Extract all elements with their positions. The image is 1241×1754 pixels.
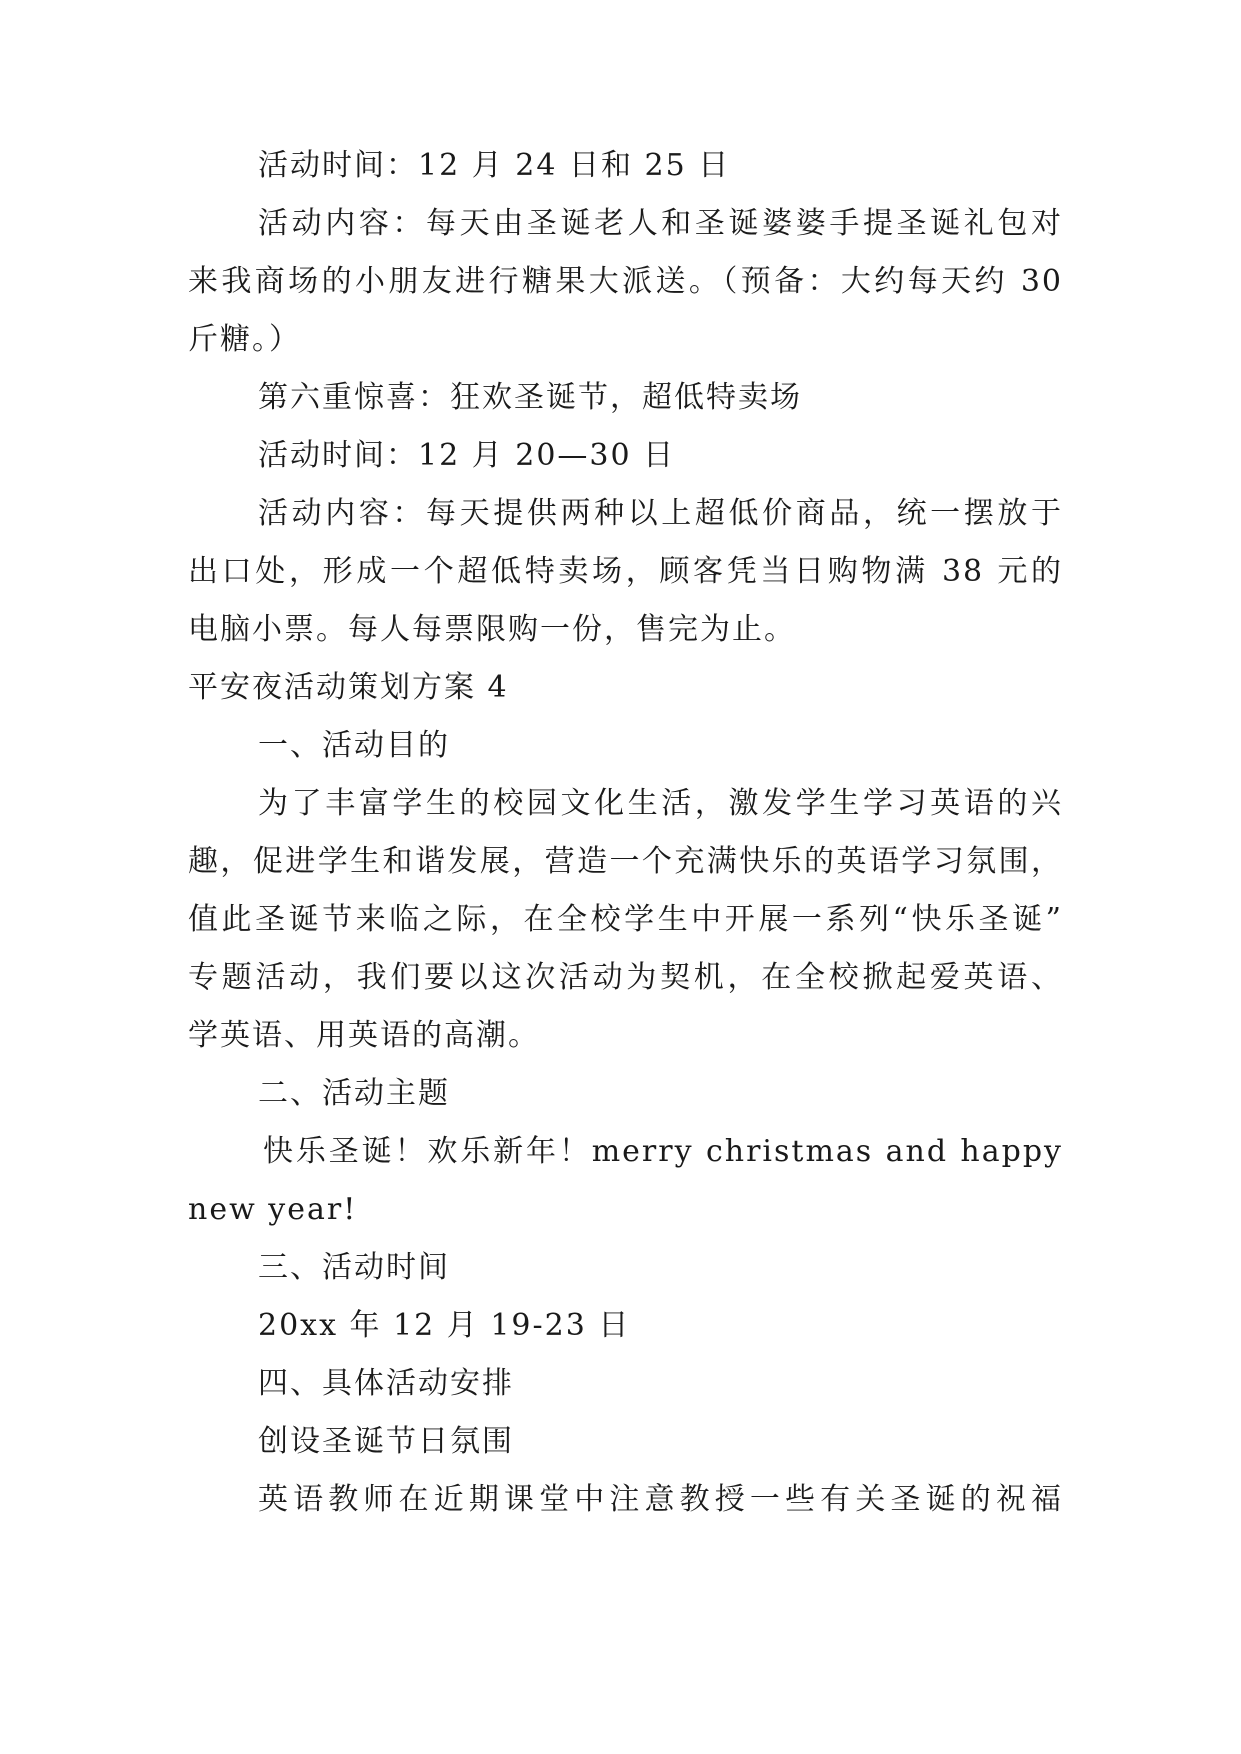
date-line: 20xx 年 12 月 19-23 日: [258, 1308, 631, 1343]
paragraph-line: 英语教师在近期课堂中注意教授一些有关圣诞的祝福: [258, 1482, 1063, 1517]
paragraph-line: 学英语、用英语的高潮。: [188, 1018, 540, 1053]
section-heading: 三、活动时间: [258, 1250, 450, 1285]
subheading: 创设圣诞节日氛围: [258, 1424, 514, 1459]
paragraph-line: 为了丰富学生的校园文化生活，激发学生学习英语的兴: [258, 786, 1063, 821]
activity-time-line: 活动时间：12 月 24 日和 25 日: [258, 148, 731, 183]
paragraph-line: 来我商场的小朋友进行糖果大派送。（预备：大约每天约 30: [188, 264, 1063, 299]
paragraph-line: 值此圣诞节来临之际，在全校学生中开展一系列“快乐圣诞”: [188, 902, 1063, 937]
document-title: 平安夜活动策划方案 4: [188, 670, 509, 705]
section-heading: 四、具体活动安排: [258, 1366, 514, 1401]
theme-line: new year!: [188, 1192, 358, 1227]
activity-time-line: 活动时间：12 月 20—30 日: [258, 438, 676, 473]
section-heading: 一、活动目的: [258, 728, 450, 763]
paragraph-line: 斤糖。）: [188, 322, 301, 357]
section-heading: 第六重惊喜：狂欢圣诞节，超低特卖场: [258, 380, 802, 415]
section-heading: 二、活动主题: [258, 1076, 450, 1111]
paragraph-line: 专题活动，我们要以这次活动为契机，在全校掀起爱英语、: [188, 960, 1063, 995]
paragraph-line: 出口处，形成一个超低特卖场，顾客凭当日购物满 38 元的: [188, 554, 1063, 589]
paragraph-line: 趣，促进学生和谐发展，营造一个充满快乐的英语学习氛围，: [188, 844, 1063, 879]
activity-content-line: 活动内容：每天由圣诞老人和圣诞婆婆手提圣诞礼包对: [258, 206, 1063, 241]
paragraph-line: 电脑小票。每人每票限购一份，售完为止。: [188, 612, 796, 647]
theme-line: 快乐圣诞！欢乐新年！merry christmas and happy: [263, 1134, 1063, 1169]
activity-content-line: 活动内容：每天提供两种以上超低价商品，统一摆放于: [258, 496, 1063, 531]
